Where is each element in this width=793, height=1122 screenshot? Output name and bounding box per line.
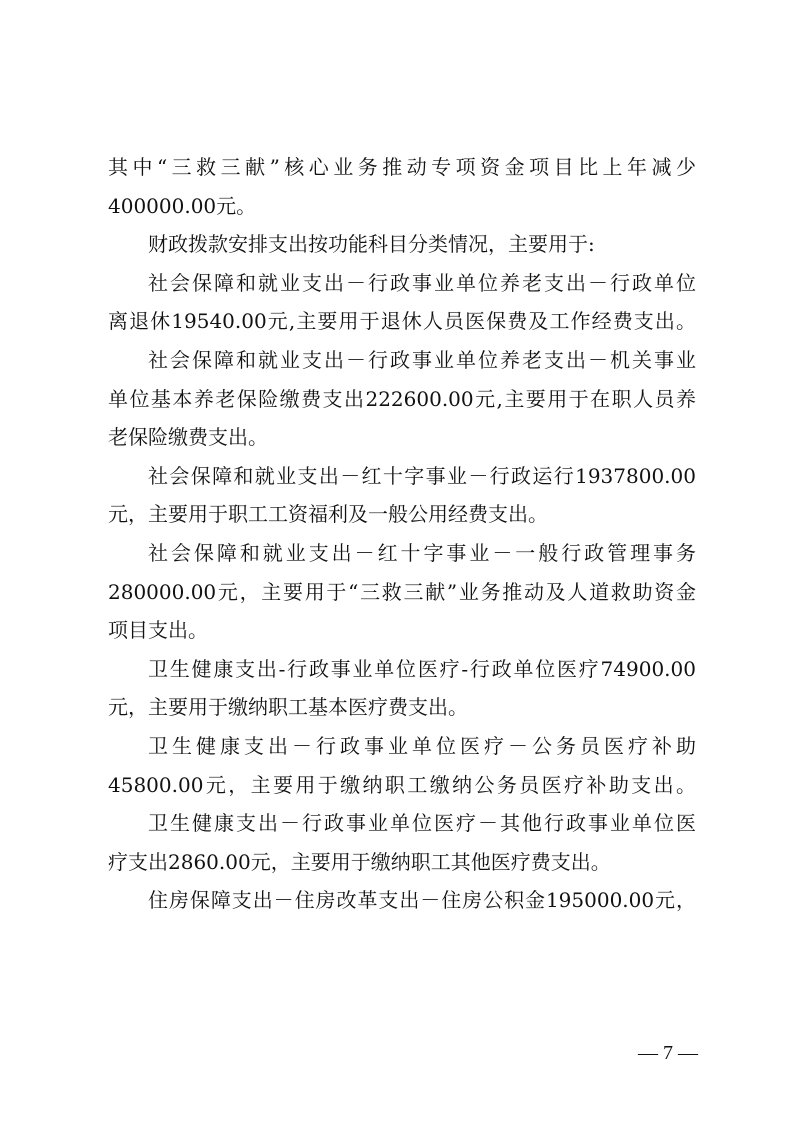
body-line: 社会保障和就业支出－行政事业单位养老支出－行政单位 xyxy=(148,270,696,295)
body-line: 400000.00元。 xyxy=(108,193,257,218)
body-line: 卫生健康支出-行政事业单位医疗-行政单位医疗74900.00 xyxy=(148,656,696,681)
body-line: 元，主要用于职工工资福利及一般公用经费支出。 xyxy=(108,502,548,527)
body-line: 社会保障和就业支出－行政事业单位养老支出－机关事业 xyxy=(148,347,696,372)
body-line: 单位基本养老保险缴费支出222600.00元,主要用于在职人员养 xyxy=(108,386,696,411)
body-line: 离退休19540.00元,主要用于退休人员医保费及工作经费支出。 xyxy=(108,309,696,334)
body-line: 280000.00元，主要用于“三救三献”业务推动及人道救助资金 xyxy=(108,579,696,604)
body-line: 住房保障支出－住房改革支出－住房公积金195000.00元， xyxy=(148,888,696,913)
body-line: 其中“三救三献”核心业务推动专项资金项目比上年减少 xyxy=(108,155,696,179)
body-line: 社会保障和就业支出－红十字事业－行政运行1937800.00 xyxy=(148,463,696,488)
body-line: 老保险缴费支出。 xyxy=(108,425,268,450)
body-line: 卫生健康支出－行政事业单位医疗－其他行政事业单位医 xyxy=(148,811,696,836)
page-number: — 7 — xyxy=(638,1042,698,1064)
body-line: 45800.00元，主要用于缴纳职工缴纳公务员医疗补助支出。 xyxy=(108,772,696,797)
body-line: 项目支出。 xyxy=(108,618,208,643)
body-line: 疗支出2860.00元，主要用于缴纳职工其他医疗费支出。 xyxy=(108,849,611,874)
body-line: 元，主要用于缴纳职工基本医疗费支出。 xyxy=(108,695,468,720)
body-line: 卫生健康支出－行政事业单位医疗－公务员医疗补助 xyxy=(148,733,696,758)
body-line: 财政拨款安排支出按功能科目分类情况，主要用于: xyxy=(148,232,595,257)
body-line: 社会保障和就业支出－红十字事业－一般行政管理事务 xyxy=(148,540,696,565)
document-body xyxy=(108,148,696,920)
